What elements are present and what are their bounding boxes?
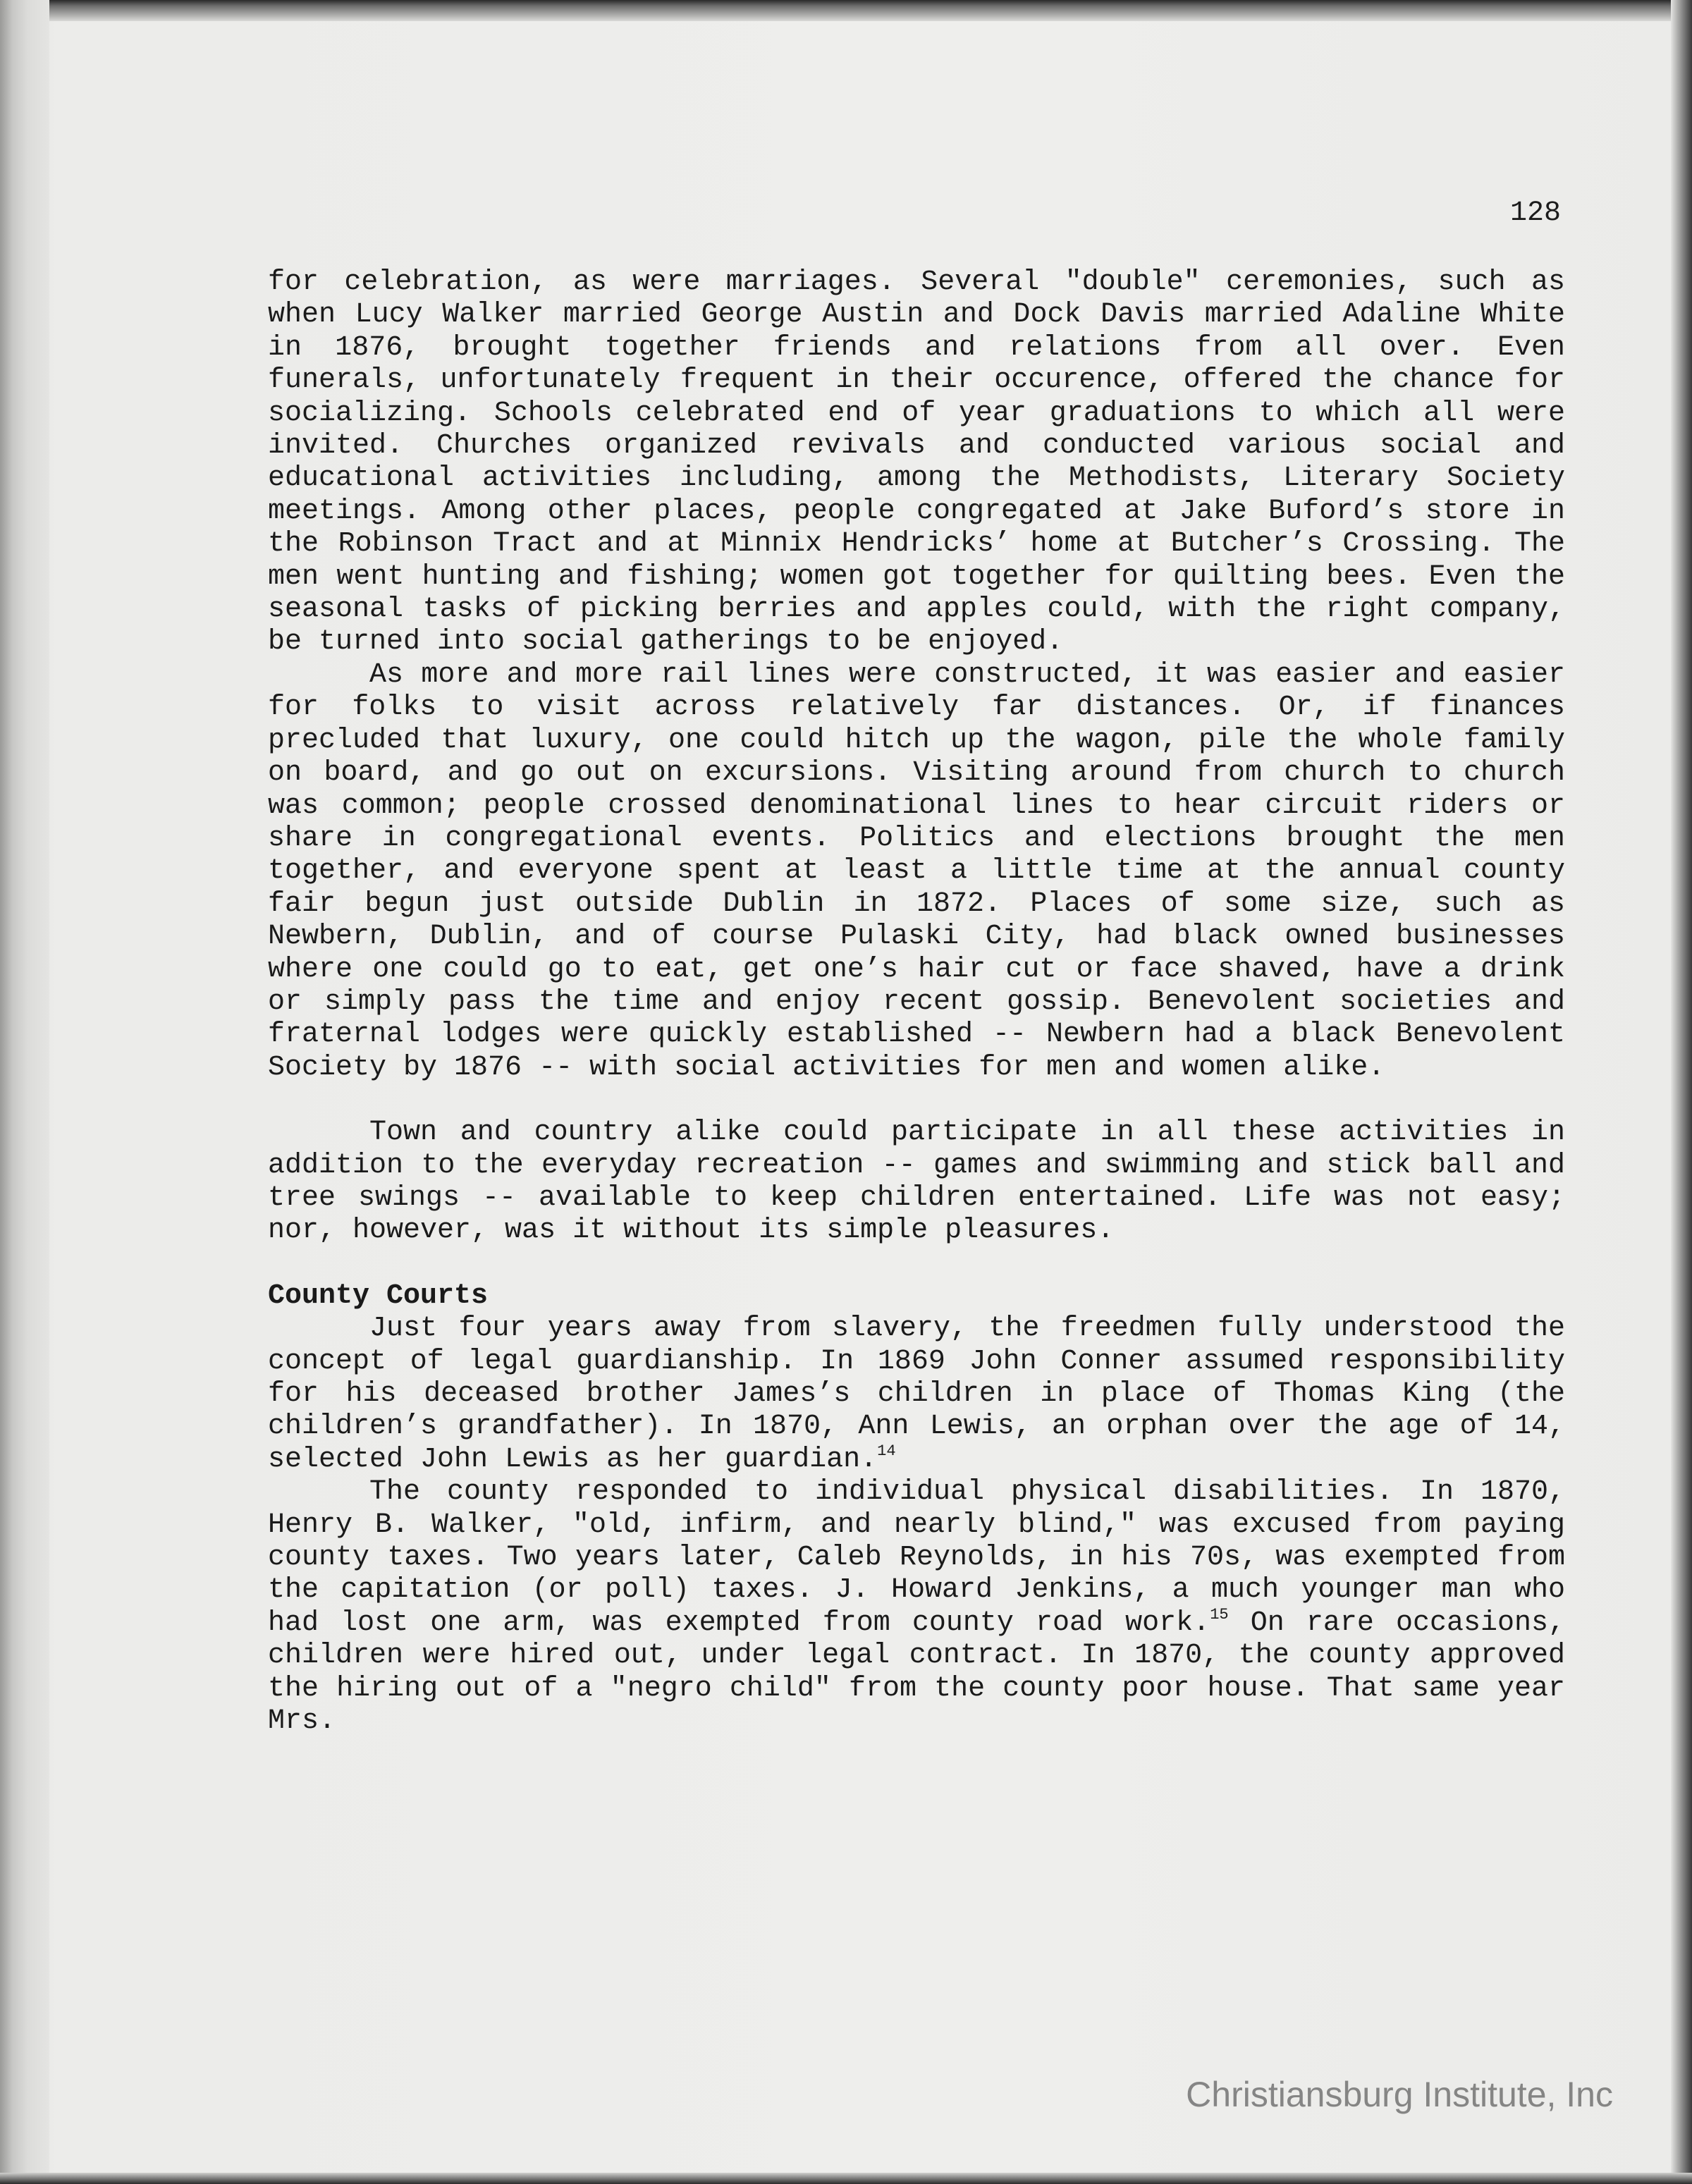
- scan-right-edge: [1671, 0, 1692, 2184]
- watermark: Christiansburg Institute, Inc: [1186, 2075, 1613, 2114]
- paragraph-text: Just four years away from slavery, the freedmen fully understood the concept of legal guardianship. In 1869 John Conner assumed responsibility for his deceased brother James’s children in place of Thomas King (the children’s grandfather). In 1870, Ann Lewis, an orphan over the age of 14, selected John Lewis as her guardian.: [268, 1313, 1565, 1476]
- page-number: 128: [1509, 197, 1561, 229]
- body-text: [268, 266, 1565, 1738]
- scan-top-edge: [0, 0, 1692, 21]
- paragraph-text: On rare occasions, children were hired out, under legal contract. In 1870, the county approved the hiring out of a "negro child" from the county poor house. That same year Mrs.: [268, 1607, 1565, 1738]
- paragraph-town-country: Town and country alike could participate in all these activities in addition to the everyday recreation -- games and swimming and stick ball and tree swings -- available to keep children entertained. Life was not easy; nor, however, was it without its simple pleasures.: [268, 1117, 1565, 1247]
- paragraph-disabilities: [268, 1476, 1565, 1738]
- section-heading: County Courts: [268, 1280, 489, 1312]
- footnote-marker: 15: [1210, 1605, 1229, 1624]
- paragraph-rail-lines: As more and more rail lines were constructed, it was easier and easier for folks to visit across relatively far distances. Or, if finances precluded that luxury, one could hitch up the wagon, pile the whole family on board, and go out on excursions. Visiting around from church to church was common; people crossed denominational lines to hear circuit riders or share in congregational events. Politics and elections brought the men together, and everyone spent at least a little time at the annual county fair begun just outside Dublin in 1872. Places of some size, such as Newbern, Dublin, and of course Pulaski City, had black owned businesses where one could go to eat, get one’s hair cut or face shaved, have a drink or simply pass the time and enjoy recent gossip. Benevolent societies and fraternal lodges were quickly established -- Newbern had a black Benevolent Society by 1876 -- with social activities for men and women alike.: [268, 658, 1565, 1084]
- paragraph-text: The county responded to individual physical disabilities. In 1870, Henry B. Walker, "old, infirm, and nearly blind," was excused from paying county taxes. Two years later, Caleb Reynolds, in his 70s, was exempted from the capitation (or poll) taxes. J. Howard Jenkins, a much younger man who had lost one arm, was exempted from county road work.: [268, 1476, 1565, 1639]
- paragraph-celebrations: for celebration, as were marriages. Several "double" ceremonies, such as when Lucy Walker married George Austin and Dock Davis married Adaline White in 1876, brought together friends and relations from all over. Even funerals, unfortunately frequent in their occurence, offered the chance for socializing. Schools celebrated end of year graduations to which all were invited. Churches organized revivals and conducted various social and educational activities including, among the Methodists, Literary Society meetings. Among other places, people congregated at Jake Buford’s store in the Robinson Tract and at Minnix Hendricks’ home at Butcher’s Crossing. The men went hunting and fishing; women got together for quilting bees. Even the seasonal tasks of picking berries and apples could, with the right company, be turned into social gatherings to be enjoyed.: [268, 266, 1565, 658]
- footnote-marker: 14: [877, 1442, 896, 1460]
- paragraph-guardianship: [268, 1313, 1565, 1476]
- scan-bottom-edge: [0, 2173, 1692, 2184]
- paragraph-gap: [268, 1248, 1565, 1280]
- scan-binding-edge: [0, 0, 49, 2184]
- paragraph-gap: [268, 1084, 1565, 1117]
